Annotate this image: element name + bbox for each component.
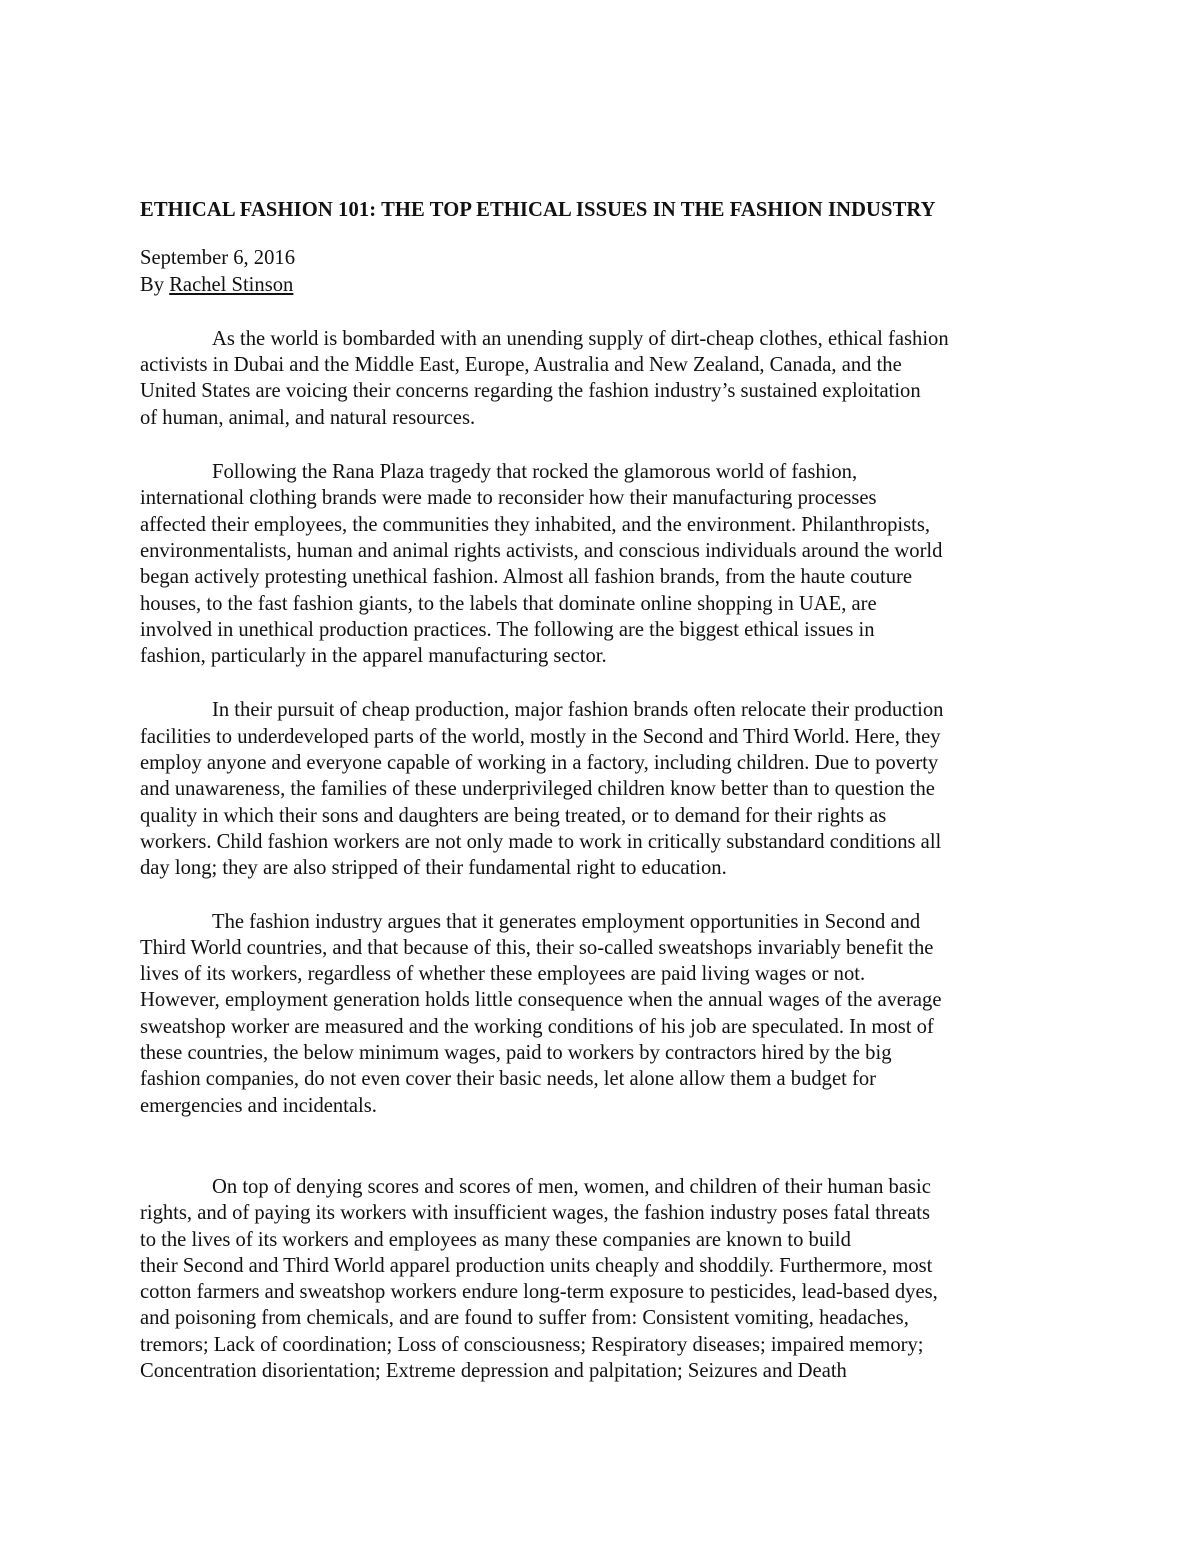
text-line: involved in unethical production practices. The following are the biggest ethical issues in	[140, 618, 875, 641]
text-line: and poisoning from chemicals, and are found to suffer from: Consistent vomiting, headaches,	[140, 1307, 909, 1330]
text-line: employ anyone and everyone capable of working in a factory, including children. Due to poverty	[140, 752, 939, 775]
text-line: houses, to the fast fashion giants, to the labels that dominate online shopping in UAE, are	[140, 592, 877, 615]
paragraph-wages	[140, 909, 1070, 1119]
text-line: facilities to underdeveloped parts of the world, mostly in the Second and Third World. Here, they	[140, 725, 941, 748]
text-line: Third World countries, and that because of this, their so-called sweatshops invariably benefit the	[140, 936, 934, 959]
paragraph-child-labor	[140, 697, 1070, 881]
text-line: lives of its workers, regardless of whether these employees are paid living wages or not.	[140, 963, 866, 986]
text-line: to the lives of its workers and employees as many these companies are known to build	[140, 1228, 851, 1251]
text-line: emergencies and incidentals.	[140, 1094, 377, 1117]
text-line: On top of denying scores and scores of men, women, and children of their human basic	[212, 1175, 931, 1198]
text-line: fashion, particularly in the apparel manufacturing sector.	[140, 645, 607, 668]
text-line: Concentration disorientation; Extreme depression and palpitation; Seizures and Death	[140, 1359, 847, 1382]
publish-date: September 6, 2016	[140, 247, 295, 270]
text-line: began actively protesting unethical fashion. Almost all fashion brands, from the haute couture	[140, 566, 913, 589]
paragraph-health-risks	[140, 1174, 1070, 1384]
byline	[140, 272, 1070, 298]
article-title: ETHICAL FASHION 101: THE TOP ETHICAL ISSUES IN THE FASHION INDUSTRY	[140, 199, 936, 221]
text-line: workers. Child fashion workers are not only made to work in critically substandard conditions all	[140, 830, 942, 853]
text-line: United States are voicing their concerns regarding the fashion industry’s sustained exploitation	[140, 380, 921, 403]
text-line: affected their employees, the communities they inhabited, and the environment. Philanthropists,	[140, 513, 930, 536]
text-line: international clothing brands were made to reconsider how their manufacturing processes	[140, 487, 877, 510]
text-line: these countries, the below minimum wages, paid to workers by contractors hired by the big	[140, 1042, 892, 1065]
text-line: their Second and Third World apparel production units cheaply and shoddily. Furthermore, most	[140, 1254, 933, 1277]
text-line: cotton farmers and sweatshop workers endure long-term exposure to pesticides, lead-based dyes,	[140, 1281, 938, 1304]
text-line: quality in which their sons and daughters are being treated, or to demand for their rights as	[140, 804, 887, 827]
paragraph-rana-plaza	[140, 459, 1070, 669]
text-line: and unawareness, the families of these underprivileged children know better than to question the	[140, 778, 935, 801]
author-link[interactable]: Rachel Stinson	[169, 273, 294, 296]
text-line: day long; they are also stripped of their fundamental right to education.	[140, 857, 727, 880]
article-body	[140, 197, 1070, 1384]
text-line: fashion companies, do not even cover their basic needs, let alone allow them a budget for	[140, 1068, 876, 1091]
text-line: Following the Rana Plaza tragedy that rocked the glamorous world of fashion,	[212, 461, 858, 484]
article-meta	[140, 245, 1070, 298]
text-line: sweatshop worker are measured and the working conditions of his job are speculated. In most of	[140, 1015, 934, 1038]
text-line: rights, and of paying its workers with insufficient wages, the fashion industry poses fatal threats	[140, 1202, 931, 1225]
text-line: tremors; Lack of coordination; Loss of consciousness; Respiratory diseases; impaired memory;	[140, 1333, 924, 1356]
byline-prefix: By	[140, 273, 170, 296]
text-line: As the world is bombarded with an unending supply of dirt-cheap clothes, ethical fashion	[212, 327, 949, 350]
text-line: environmentalists, human and animal rights activists, and conscious individuals around the world	[140, 539, 943, 562]
text-line: In their pursuit of cheap production, major fashion brands often relocate their production	[212, 699, 944, 722]
text-line: The fashion industry argues that it generates employment opportunities in Second and	[212, 910, 921, 933]
text-line: of human, animal, and natural resources.	[140, 406, 476, 429]
text-line: activists in Dubai and the Middle East, Europe, Australia and New Zealand, Canada, and the	[140, 354, 902, 377]
paragraph-intro	[140, 326, 1070, 431]
text-line: However, employment generation holds little consequence when the annual wages of the average	[140, 989, 942, 1012]
